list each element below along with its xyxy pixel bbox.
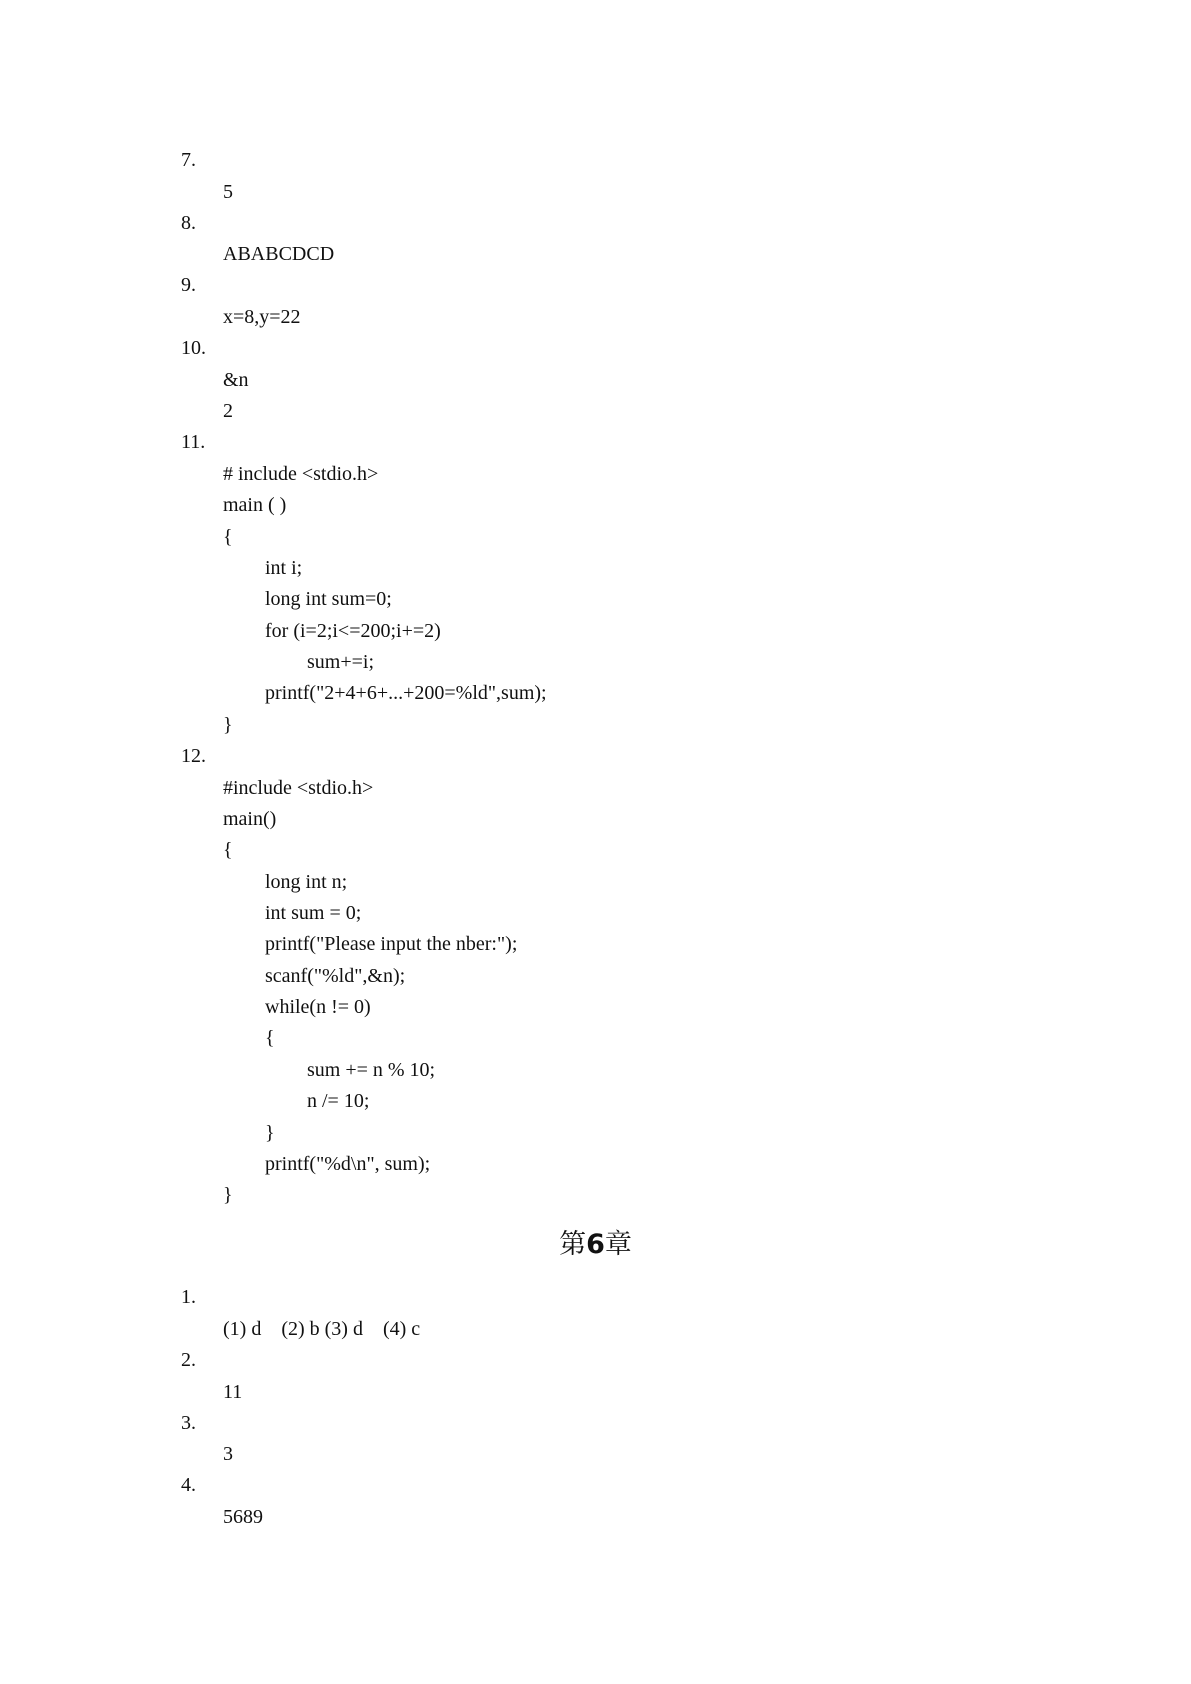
code-line: sum += n % 10; <box>307 1059 436 1081</box>
answer-text: 2 <box>223 400 233 422</box>
code-line: main() <box>223 808 277 830</box>
code-line: long int sum=0; <box>265 588 392 610</box>
code-line: main ( ) <box>223 494 287 516</box>
answer-text: 5689 <box>223 1506 263 1528</box>
question-number: 7. <box>181 149 196 171</box>
question-number: 9. <box>181 274 196 296</box>
answer-text: (1) d (2) b (3) d (4) c <box>223 1318 421 1340</box>
code-line: scanf("%ld",&n); <box>265 965 406 987</box>
answer-text: x=8,y=22 <box>223 306 301 328</box>
question-number: 12. <box>181 745 206 767</box>
code-line: } <box>223 714 233 736</box>
code-line: printf("Please input the nber:"); <box>265 933 518 955</box>
question-number: 1. <box>181 1286 196 1308</box>
question-number: 3. <box>181 1412 196 1434</box>
code-line: int sum = 0; <box>265 902 362 924</box>
answer-text: 11 <box>223 1381 243 1403</box>
question-number: 10. <box>181 337 206 359</box>
code-line: } <box>223 1184 233 1206</box>
code-line: # include <stdio.h> <box>223 463 379 485</box>
code-line: long int n; <box>265 871 348 893</box>
code-line: for (i=2;i<=200;i+=2) <box>265 620 441 642</box>
answer-text: ABABCDCD <box>223 243 335 265</box>
code-line: #include <stdio.h> <box>223 777 374 799</box>
answer-text: &n <box>223 369 249 391</box>
code-line: int i; <box>265 557 303 579</box>
code-line: sum+=i; <box>307 651 375 673</box>
code-line: { <box>223 839 233 861</box>
code-line: printf("2+4+6+...+200=%ld",sum); <box>265 682 547 704</box>
question-number: 4. <box>181 1474 196 1496</box>
code-line: n /= 10; <box>307 1090 370 1112</box>
answer-text: 5 <box>223 181 233 203</box>
code-line: } <box>265 1122 275 1144</box>
chapter-heading <box>0 1228 1191 1262</box>
code-line: while(n != 0) <box>265 996 371 1018</box>
question-number: 2. <box>181 1349 196 1371</box>
chapter-prefix: 第 <box>559 1229 587 1260</box>
question-number: 8. <box>181 212 196 234</box>
question-number: 11. <box>181 431 206 453</box>
chapter-number: 6 <box>586 1229 605 1260</box>
chapter-suffix: 章 <box>604 1229 632 1260</box>
code-line: printf("%d\n", sum); <box>265 1153 431 1175</box>
answer-text: 3 <box>223 1443 233 1465</box>
code-line: { <box>265 1027 275 1049</box>
code-line: { <box>223 526 233 548</box>
